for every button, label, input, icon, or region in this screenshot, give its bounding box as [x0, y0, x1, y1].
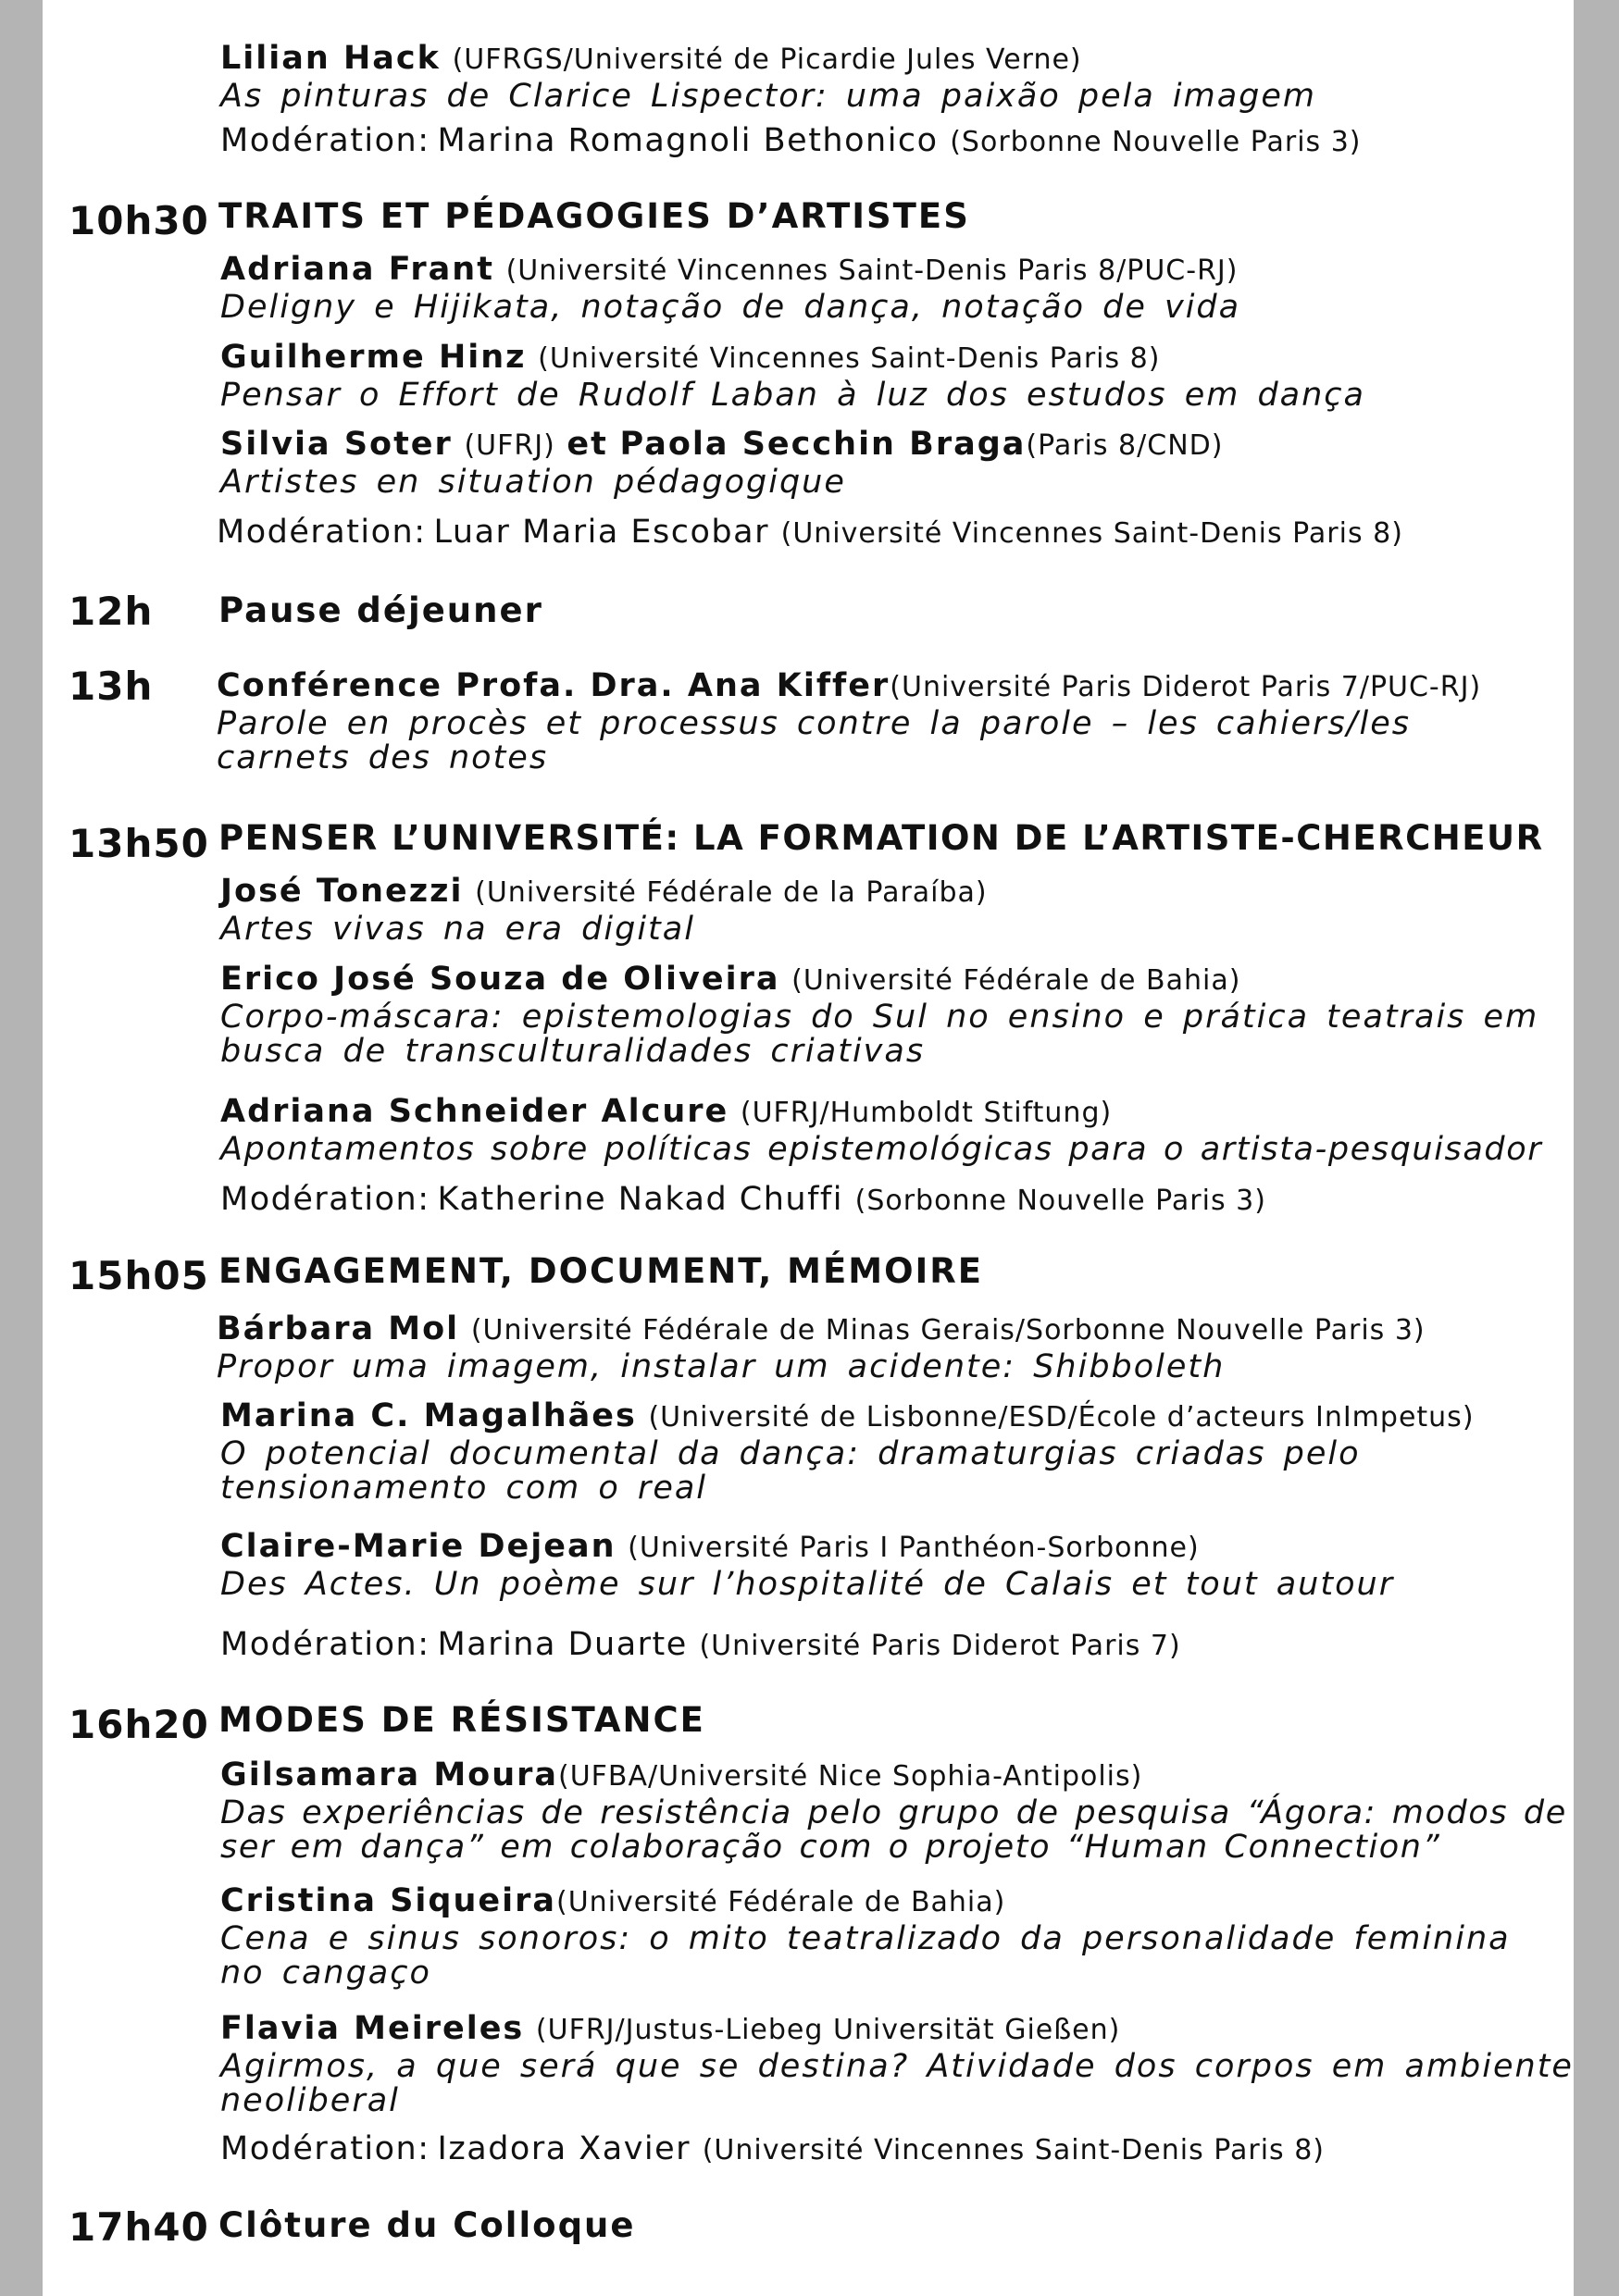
talk-item [220, 338, 1590, 413]
session-time: 10h30 [68, 198, 209, 243]
talk-item [217, 1309, 1587, 1384]
moderator-name: Marina Romagnoli Bethonico [437, 122, 939, 159]
talk-title: Das experiências de resistência pelo grupo de pesquisa “Ágora: modos de ser em dança” em colaboração com o projeto “Human Connection” [220, 1794, 1567, 1866]
talk-title: Parole en procès et processus contre la parole – les cahiers/les carnets des notes [217, 705, 1411, 776]
session-time: 13h [68, 664, 154, 709]
moderator-affiliation: (Sorbonne Nouvelle Paris 3) [950, 126, 1362, 158]
talk-title: Corpo-máscara: epistemologias do Sul no ensino e prática teatrais em busca de transculturalidades criativas [220, 999, 1539, 1070]
speaker-affiliation: (Université Vincennes Saint-Denis Paris 8/PUC-RJ) [505, 254, 1239, 287]
talk-item [220, 39, 1590, 114]
session-time: 16h20 [68, 1702, 209, 1747]
speaker-affiliation: (Université Fédérale de Minas Gerais/Sorbonne Nouvelle Paris 3) [470, 1314, 1426, 1347]
session-label: Clôture du Colloque [218, 2205, 636, 2245]
talk-title: As pinturas de Clarice Lispector: uma paixão pela imagem [220, 78, 1317, 115]
moderator-affiliation: (Université Vincennes Saint-Denis Paris 8) [780, 517, 1403, 550]
speaker-name-2: Paola Secchin Braga [619, 426, 1027, 463]
session-heading: TRAITS ET PÉDAGOGIES D’ARTISTES [218, 196, 970, 236]
talk-item [220, 2009, 1590, 2118]
talk-item [220, 1092, 1590, 1167]
moderator-affiliation: (Université Vincennes Saint-Denis Paris 8) [702, 2134, 1325, 2166]
program-page [43, 0, 1574, 2296]
talk-title: O potencial documental da dança: dramaturgias criadas pelo tensionamento com o real [220, 1435, 1361, 1507]
talk-title: Propor uma imagem, instalar um acidente: Shibboleth [217, 1348, 1226, 1385]
moderator-name: Katherine Nakad Chuffi [437, 1181, 843, 1218]
speaker-name: Lilian Hack [220, 40, 441, 77]
moderator-name: Luar Maria Escobar [433, 514, 769, 551]
session-time: 13h50 [68, 821, 209, 866]
speaker-affiliation: (Université Paris Diderot Paris 7/PUC-RJ) [890, 671, 1482, 703]
speaker-affiliation: (Université de Lisbonne/ESD/École d’acteurs InImpetus) [648, 1401, 1475, 1433]
talk-item [220, 1527, 1590, 1602]
session-heading: ENGAGEMENT, DOCUMENT, MÉMOIRE [218, 1251, 984, 1291]
speaker-affiliation-2: (Paris 8/CND) [1026, 429, 1224, 462]
talk-title: Apontamentos sobre políticas epistemológicas para o artista-pesquisador [220, 1131, 1543, 1168]
talk-title: Des Actes. Un poème sur l’hospitalité de Calais et tout autour [220, 1566, 1395, 1603]
speaker-name: Gilsamara Moura [220, 1756, 558, 1793]
speaker-name: Guilherme Hinz [220, 339, 527, 376]
speaker-affiliation: (Université Vincennes Saint-Denis Paris 8) [538, 342, 1161, 375]
moderator-name: Marina Duarte [437, 1626, 688, 1663]
moderator-affiliation: (Sorbonne Nouvelle Paris 3) [854, 1185, 1266, 1217]
moderation-line: Modération: Katherine Nakad Chuffi (Sorbonne Nouvelle Paris 3) [220, 1181, 1266, 1218]
talk-item [220, 425, 1590, 500]
speaker-name: Adriana Frant [220, 251, 494, 288]
speaker-affiliation: (UFRGS/Université de Picardie Jules Verne) [452, 43, 1082, 76]
speaker-name: Cristina Siqueira [220, 1882, 557, 1919]
talk-item [220, 960, 1590, 1069]
session-time: 12h [68, 589, 154, 634]
moderation-line: Modération: Luar Maria Escobar (Université Vincennes Saint-Denis Paris 8) [217, 514, 1403, 551]
talk-item [220, 1881, 1590, 1991]
speaker-affiliation: (Université Fédérale de Bahia) [556, 1886, 1006, 1918]
speaker-name: Erico José Souza de Oliveira [220, 961, 780, 998]
talk-item [220, 872, 1590, 947]
connector-text: et [567, 426, 608, 463]
session-heading: PENSER L’UNIVERSITÉ: LA FORMATION DE L’ARTISTE-CHERCHEUR [218, 818, 1544, 858]
talk-item [220, 1396, 1590, 1506]
talk-title: Cena e sinus sonoros: o mito teatralizado da personalidade feminina no cangaço [220, 1920, 1511, 1992]
talk-title: Artes vivas na era digital [220, 911, 695, 948]
speaker-affiliation: (UFRJ/Justus-Liebeg Universität Gießen) [535, 2014, 1121, 2046]
speaker-affiliation: (UFBA/Université Nice Sophia-Antipolis) [558, 1760, 1143, 1793]
speaker-affiliation: (UFRJ) [464, 429, 555, 462]
speaker-name: Silvia Soter [220, 426, 453, 463]
session-time: 15h05 [68, 1253, 209, 1298]
session-time: 17h40 [68, 2204, 209, 2250]
talk-title: Pensar o Effort de Rudolf Laban à luz dos estudos em dança [220, 377, 1365, 414]
speaker-name: Claire-Marie Dejean [220, 1528, 616, 1565]
moderation-line: Modération: Marina Romagnoli Bethonico (Sorbonne Nouvelle Paris 3) [220, 122, 1362, 159]
moderator-affiliation: (Université Paris Diderot Paris 7) [699, 1630, 1181, 1662]
speaker-name: Conférence Profa. Dra. Ana Kiffer [217, 667, 890, 704]
session-heading: MODES DE RÉSISTANCE [218, 1700, 705, 1740]
left-margin-band [0, 0, 43, 2296]
talk-item [217, 666, 1587, 776]
moderation-line: Modération: Marina Duarte (Université Paris Diderot Paris 7) [220, 1626, 1181, 1663]
speaker-name: Flavia Meireles [220, 2010, 525, 2047]
speaker-affiliation: (Université Fédérale de Bahia) [791, 964, 1241, 997]
speaker-name: José Tonezzi [220, 873, 464, 910]
speaker-affiliation: (Université Fédérale de la Paraíba) [475, 876, 988, 909]
moderator-name: Izadora Xavier [437, 2130, 691, 2167]
speaker-name: Adriana Schneider Alcure [220, 1093, 729, 1130]
talk-title: Agirmos, a que será que se destina? Atividade dos corpos em ambiente neoliberal [220, 2048, 1574, 2119]
talk-item [220, 250, 1590, 325]
speaker-name: Bárbara Mol [217, 1310, 460, 1347]
speaker-affiliation: (UFRJ/Humboldt Stiftung) [740, 1097, 1113, 1129]
speaker-name: Marina C. Magalhães [220, 1397, 637, 1434]
session-label: Pause déjeuner [218, 590, 543, 630]
talk-title: Deligny e Hijikata, notação de dança, notação de vida [220, 289, 1241, 326]
talk-item [220, 1756, 1590, 1865]
talk-title: Artistes en situation pédagogique [220, 464, 846, 501]
moderation-line: Modération: Izadora Xavier (Université Vincennes Saint-Denis Paris 8) [220, 2130, 1325, 2167]
speaker-affiliation: (Université Paris I Panthéon-Sorbonne) [628, 1532, 1200, 1564]
